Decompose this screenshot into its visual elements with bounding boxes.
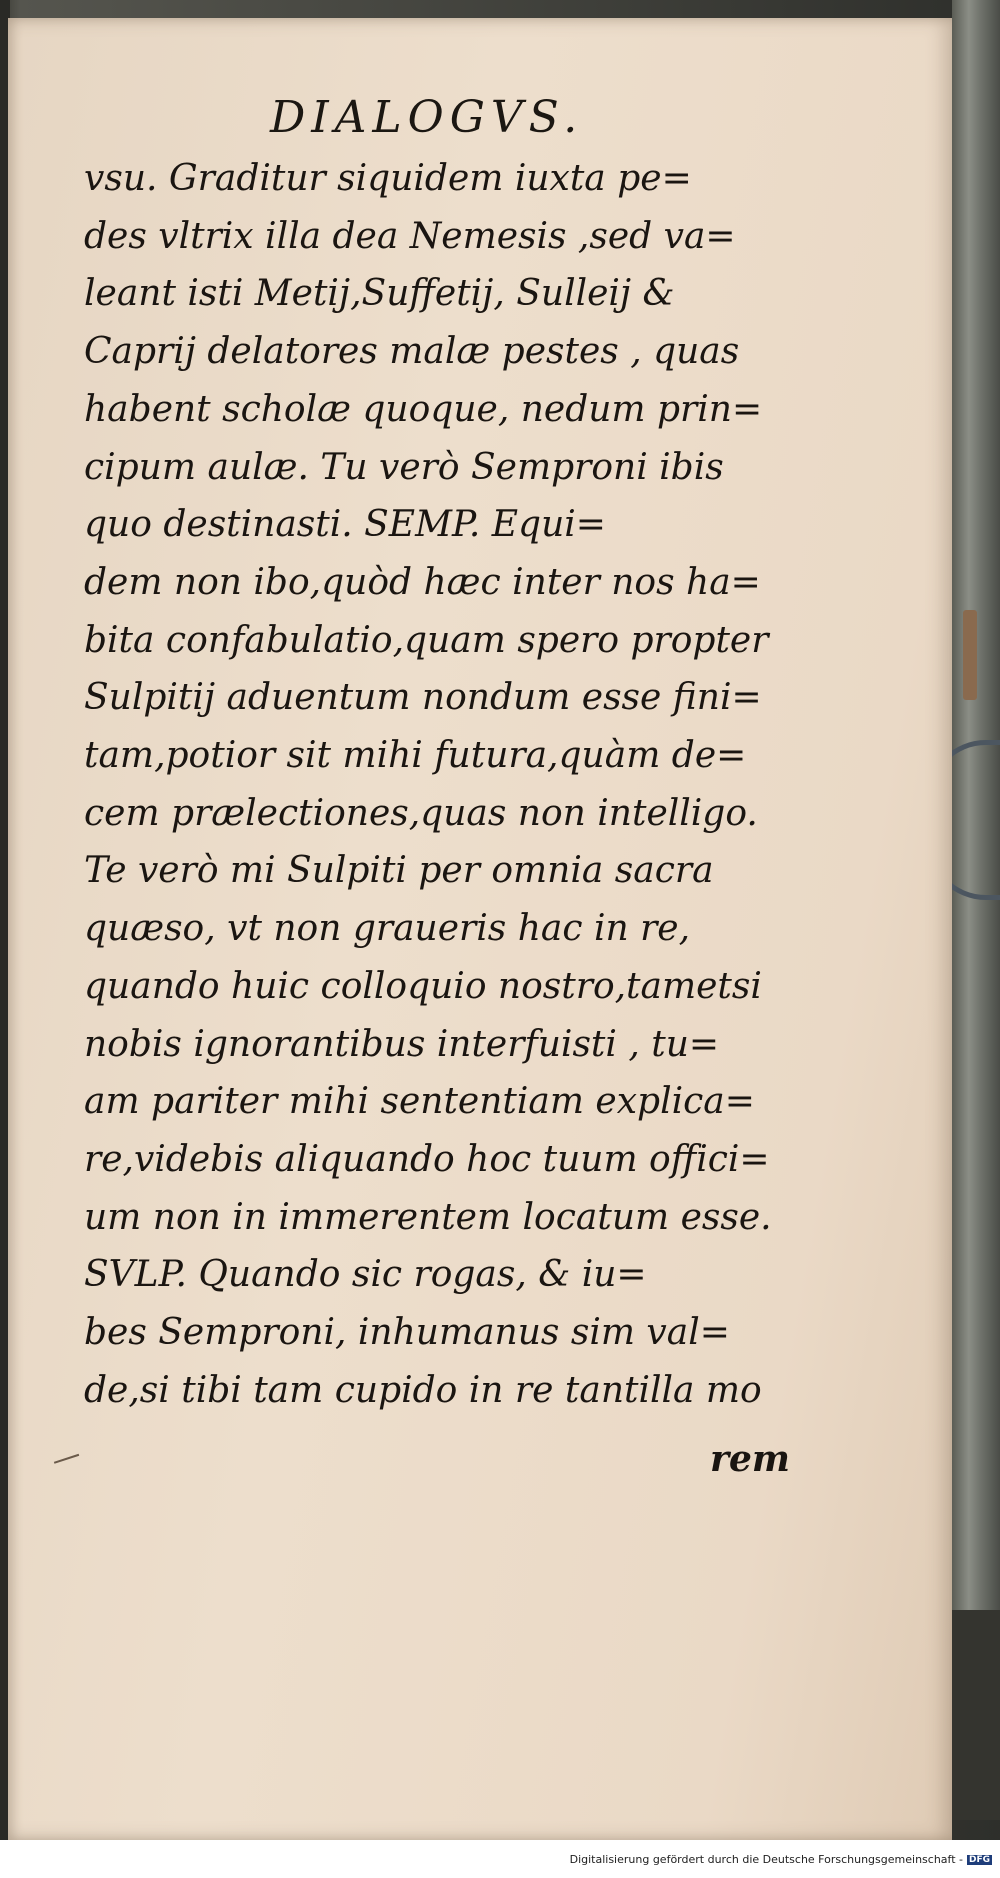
text-line: nobis ignorantibus interfuisti , tu=	[84, 1023, 720, 1065]
text-line: quando huic colloquio nostro,tametsi	[84, 965, 762, 1007]
dfg-logo: DFG	[968, 1855, 990, 1865]
text-line: Caprij delatores malæ pestes , quas	[84, 331, 740, 373]
text-line: dem non ibo,quòd hæc inter nos ha=	[84, 561, 761, 603]
text-line: vsu. Graditur siquidem iuxta pe=	[84, 158, 692, 199]
book-cover-edge	[952, 0, 1000, 1820]
catchword: rem	[710, 1438, 790, 1480]
text-line: bita confabulatio,quam spero propter	[84, 619, 769, 661]
text-line: cipum aulæ. Tu verò Semproni ibis	[84, 446, 724, 488]
text-line: am pariter mihi sententiam explica=	[84, 1081, 755, 1123]
text-line: Sulpitij aduentum nondum esse fini=	[84, 677, 762, 719]
bookmark-tab	[963, 610, 977, 700]
text-line: des vltrix illa dea Nemesis ,sed va=	[84, 215, 736, 257]
text-line: quæso, vt non graueris hac in re,	[84, 908, 691, 950]
text-line: bes Semproni, inhumanus sim val=	[84, 1312, 730, 1354]
text-line: um non in immerentem locatum esse.	[84, 1196, 772, 1238]
text-line: quo destinasti. SEMP. Equi=	[84, 504, 606, 546]
book-cover-lower	[952, 1610, 1000, 1820]
text-line: leant isti Metij,Suffetij, Sulleij &	[84, 273, 675, 315]
text-line: Te verò mi Sulpiti per omnia sacra	[84, 850, 714, 892]
text-line: de,si tibi tam cupido in re tantilla mo	[84, 1369, 762, 1411]
text-line: SVLP. Quando sic rogas, & iu=	[84, 1254, 647, 1296]
text-line: re,videbis aliquando hoc tuum offici=	[84, 1138, 770, 1180]
digitization-credit	[570, 1853, 992, 1866]
running-head: DIALOGVS.	[270, 92, 584, 143]
text-line: tam,potior sit mihi futura,quàm de=	[84, 735, 747, 777]
text-line: cem prælectiones,quas non intelligo.	[84, 792, 758, 834]
text-line: habent scholæ quoque, nedum prin=	[84, 388, 763, 430]
body-text	[84, 150, 794, 1419]
credit-text: Digitalisierung gefördert durch die Deutsche Forschungsgemeinschaft -	[569, 1853, 963, 1866]
